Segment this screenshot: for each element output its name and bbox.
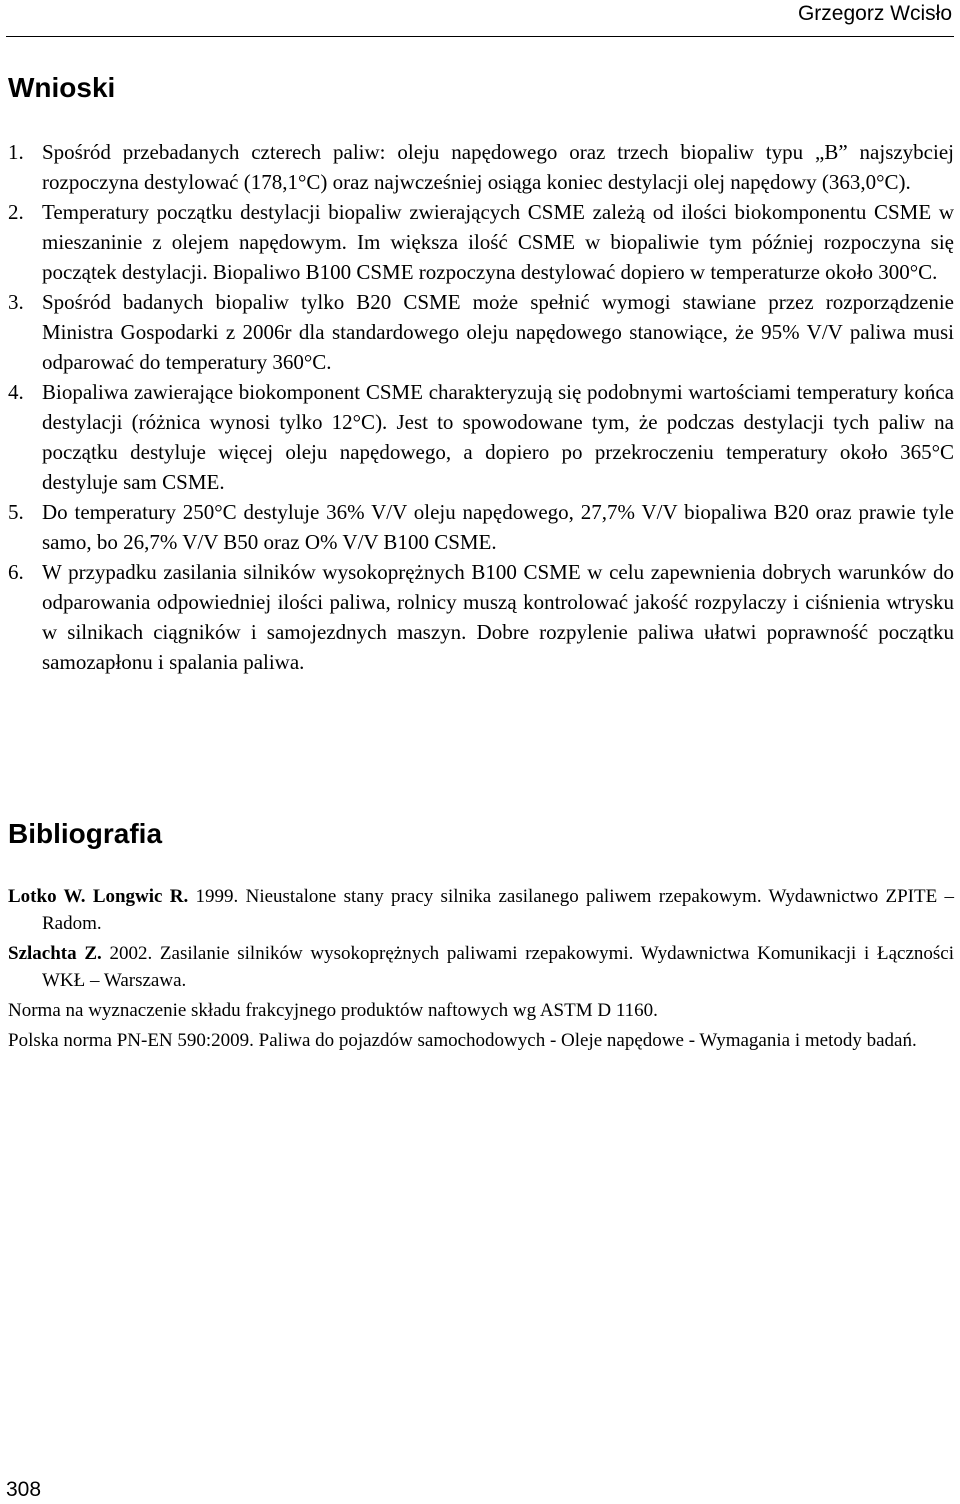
page-number: 308 bbox=[6, 1478, 42, 1501]
conclusions-heading: Wnioski bbox=[8, 72, 116, 103]
conclusion-text: Spośród badanych biopaliw tylko B20 CSME może spełnić wymogi stawiane przez rozporządzenie Ministra Gospodarki z 2006r dla standardowego oleju napędowego stanowiące, że 95% V/V paliwa musi odparować do temperatury 360°C. bbox=[42, 290, 954, 374]
bibliography-entry bbox=[8, 940, 954, 994]
bibliography-entry bbox=[8, 1027, 954, 1054]
conclusion-text: Do temperatury 250°C destyluje 36% V/V oleju napędowego, 27,7% V/V biopaliwa B20 oraz prawie tyle samo, bo 26,7% V/V B50 oraz O% V/V B100 CSME. bbox=[42, 500, 954, 554]
conclusion-item bbox=[8, 287, 954, 377]
header-rule bbox=[6, 36, 954, 37]
conclusion-item bbox=[8, 377, 954, 497]
conclusion-number: 3. bbox=[8, 290, 24, 314]
conclusion-number: 2. bbox=[8, 200, 24, 224]
conclusion-number: 4. bbox=[8, 380, 24, 404]
conclusion-text: Temperatury początku destylacji biopaliw zwierających CSME zależą od ilości biokomponentu CSME w mieszaninie z olejem napędowym. Im większa ilość CSME w biopaliwie tym później rozpoczyna się początek destylacji. Biopaliwo B100 CSME rozpoczyna destylować dopiero w temperaturze około 300°C. bbox=[42, 200, 954, 284]
conclusion-number: 1. bbox=[8, 140, 24, 164]
conclusion-item bbox=[8, 497, 954, 557]
conclusion-text: Spośród przebadanych czterech paliw: oleju napędowego oraz trzech biopaliw typu „B” najszybciej rozpoczyna destylować (178,1°C) oraz najwcześniej osiąga koniec destylacji olej napędowy (363,0°C). bbox=[42, 140, 954, 194]
conclusion-number: 5. bbox=[8, 500, 24, 524]
bibliography-text: 1999. Nieustalone stany pracy silnika zasilanego paliwem rzepakowym. Wydawnictwo ZPITE – Radom. bbox=[42, 886, 954, 934]
bibliography-authors: Szlachta Z. bbox=[8, 943, 102, 964]
conclusion-number: 6. bbox=[8, 560, 24, 584]
bibliography-authors: Lotko W. Longwic R. bbox=[8, 886, 189, 907]
running-header-author: Grzegorz Wcisło bbox=[797, 2, 952, 25]
bibliography-entry bbox=[8, 997, 954, 1024]
bibliography-text: Polska norma PN-EN 590:2009. Paliwa do pojazdów samochodowych - Oleje napędowe - Wymagania i metody badań. bbox=[8, 1030, 917, 1051]
bibliography-heading: Bibliografia bbox=[8, 818, 163, 849]
conclusion-item bbox=[8, 197, 954, 287]
conclusion-text: Biopaliwa zawierające biokomponent CSME charakteryzują się podobnymi wartościami temperatury końca destylacji (różnica wynosi tylko 12°C). Jest to spowodowane tym, że podczas destylacji tych paliw na początku destyluje więcej oleju napędowego, a dopiero po przekroczeniu temperatury około 365°C destyluje sam CSME. bbox=[42, 380, 954, 494]
conclusion-text: W przypadku zasilania silników wysokoprężnych B100 CSME w celu zapewnienia dobrych warunków do odparowania odpowiedniej ilości paliwa, rolnicy muszą kontrolować jakość rozpylaczy i ciśnienia wtrysku w silnikach ciągników i samojezdnych maszyn. Dobre rozpylenie paliwa ułatwi poprawność początku samozapłonu i spalania paliwa. bbox=[42, 560, 954, 674]
conclusion-item bbox=[8, 137, 954, 197]
bibliography-text: 2002. Zasilanie silników wysokoprężnych paliwami rzepakowymi. Wydawnictwa Komunikacji i Łączności WKŁ – Warszawa. bbox=[42, 943, 955, 991]
bibliography-list bbox=[8, 883, 954, 1057]
bibliography-text: Norma na wyznaczenie składu frakcyjnego produktów naftowych wg ASTM D 1160. bbox=[8, 1000, 658, 1021]
bibliography-entry bbox=[8, 883, 954, 937]
conclusion-item bbox=[8, 557, 954, 677]
conclusions-list bbox=[8, 137, 954, 677]
